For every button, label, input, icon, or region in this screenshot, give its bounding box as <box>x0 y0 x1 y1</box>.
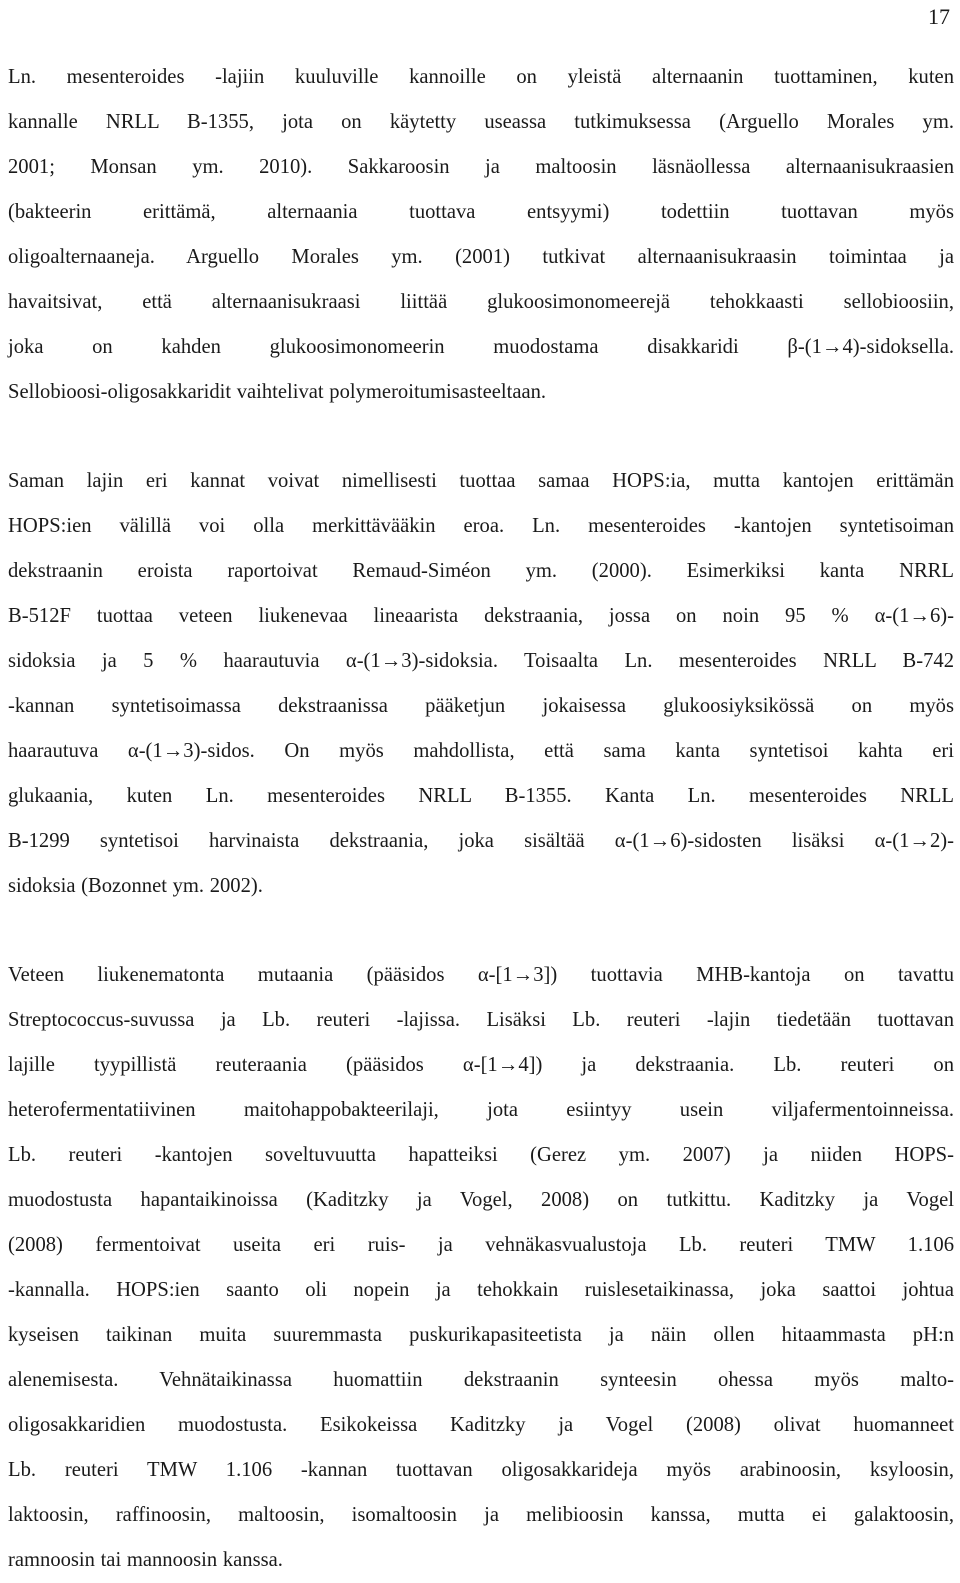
paragraph-reuteri <box>8 953 954 1583</box>
text-line: (2008) fermentoivat useita eri ruis- ja vehnäkasvualustoja Lb. reuteri TMW 1.106 <box>8 1234 954 1256</box>
text-line: Lb. reuteri -kantojen soveltuvuutta hapatteiksi (Gerez ym. 2007) ja niiden HOPS- <box>8 1144 954 1166</box>
text-line: heterofermentatiivinen maitohappobakteerilaji, jota esiintyy usein viljafermentoinneissa. <box>8 1099 954 1121</box>
text-line: HOPS:ien välillä voi olla merkittävääkin eroa. Ln. mesenteroides -kantojen syntetisoiman <box>8 515 954 537</box>
text-line: 2001; Monsan ym. 2010). Sakkaroosin ja maltoosin läsnäollessa alternaanisukraasien <box>8 156 954 178</box>
text-line: dekstraanin eroista raportoivat Remaud-Siméon ym. (2000). Esimerkiksi kanta NRRL <box>8 560 954 582</box>
text-line: sidoksia ja 5 % haarautuvia α-(1→3)-sidoksia. Toisaalta Ln. mesenteroides NRLL B-742 <box>8 650 954 672</box>
text-line: Sellobioosi-oligosakkaridit vaihtelivat polymeroitumisasteeltaan. <box>8 381 547 403</box>
text-line: -kannalla. HOPS:ien saanto oli nopein ja tehokkain ruislesetaikinassa, joka saattoi johtua <box>8 1279 954 1301</box>
text-line: laktoosin, raffinoosin, maltoosin, isomaltoosin ja melibioosin kanssa, mutta ei galaktoosin, <box>8 1504 954 1526</box>
text-line: alenemisesta. Vehnätaikinassa huomattiin dekstraanin synteesin ohessa myös malto- <box>8 1369 954 1391</box>
text-line: Ln. mesenteroides -lajiin kuuluville kannoille on yleistä alternaanin tuottaminen, kuten <box>8 66 954 88</box>
text-line: B-1299 syntetisoi harvinaista dekstraania, joka sisältää α-(1→6)-sidosten lisäksi α-(1→2)- <box>8 830 954 852</box>
text-line: kyseisen taikinan muita suuremmasta puskurikapasiteetista ja näin ollen hitaammasta pH:n <box>8 1324 954 1346</box>
text-line: ramnoosin tai mannoosin kanssa. <box>8 1549 283 1571</box>
text-line: Lb. reuteri TMW 1.106 -kannan tuottavan oligosakkarideja myös arabinoosin, ksyloosin, <box>8 1459 954 1481</box>
text-line: -kannan syntetisoimassa dekstraanissa pääketjun jokaisessa glukoosiyksikössä on myös <box>8 695 954 717</box>
page-number: 17 <box>928 4 950 29</box>
text-line: haarautuva α-(1→3)-sidos. On myös mahdollista, että sama kanta syntetisoi kahta eri <box>8 740 954 762</box>
text-line: Saman lajin eri kannat voivat nimellisesti tuottaa samaa HOPS:ia, mutta kantojen erittämän <box>8 470 954 492</box>
text-line: havaitsivat, että alternaanisukraasi liittää glukoosimonomeerejä tehokkaasti sellobioosiin, <box>8 291 954 313</box>
text-line: sidoksia (Bozonnet ym. 2002). <box>8 875 263 897</box>
text-line: joka on kahden glukoosimonomeerin muodostama disakkaridi β-(1→4)-sidoksella. <box>8 336 954 358</box>
paragraph-hops-strains <box>8 459 954 909</box>
text-line: glukaania, kuten Ln. mesenteroides NRLL B-1355. Kanta Ln. mesenteroides NRLL <box>8 785 954 807</box>
text-line: (bakteerin erittämä, alternaania tuottava entsyymi) todettiin tuottavan myös <box>8 201 954 223</box>
text-line: muodostusta hapantaikinoissa (Kaditzky ja Vogel, 2008) on tutkittu. Kaditzky ja Vogel <box>8 1189 954 1211</box>
document-body <box>8 55 954 1583</box>
text-line: B-512F tuottaa veteen liukenevaa lineaarista dekstraania, jossa on noin 95 % α-(1→6)- <box>8 605 954 627</box>
text-line: lajille tyypillistä reuteraania (pääsidos α-[1→4]) ja dekstraania. Lb. reuteri on <box>8 1054 954 1076</box>
text-line: kannalle NRLL B-1355, jota on käytetty useassa tutkimuksessa (Arguello Morales ym. <box>8 111 954 133</box>
text-line: Streptococcus-suvussa ja Lb. reuteri -lajissa. Lisäksi Lb. reuteri -lajin tiedetään tuottavan <box>8 1009 954 1031</box>
paragraph-alternan <box>8 55 954 415</box>
text-line: Veteen liukenematonta mutaania (pääsidos α-[1→3]) tuottavia MHB-kantoja on tavattu <box>8 964 954 986</box>
text-line: oligosakkaridien muodostusta. Esikokeissa Kaditzky ja Vogel (2008) olivat huomanneet <box>8 1414 954 1436</box>
text-line: oligoalternaaneja. Arguello Morales ym. (2001) tutkivat alternaanisukraasin toimintaa ja <box>8 246 954 268</box>
